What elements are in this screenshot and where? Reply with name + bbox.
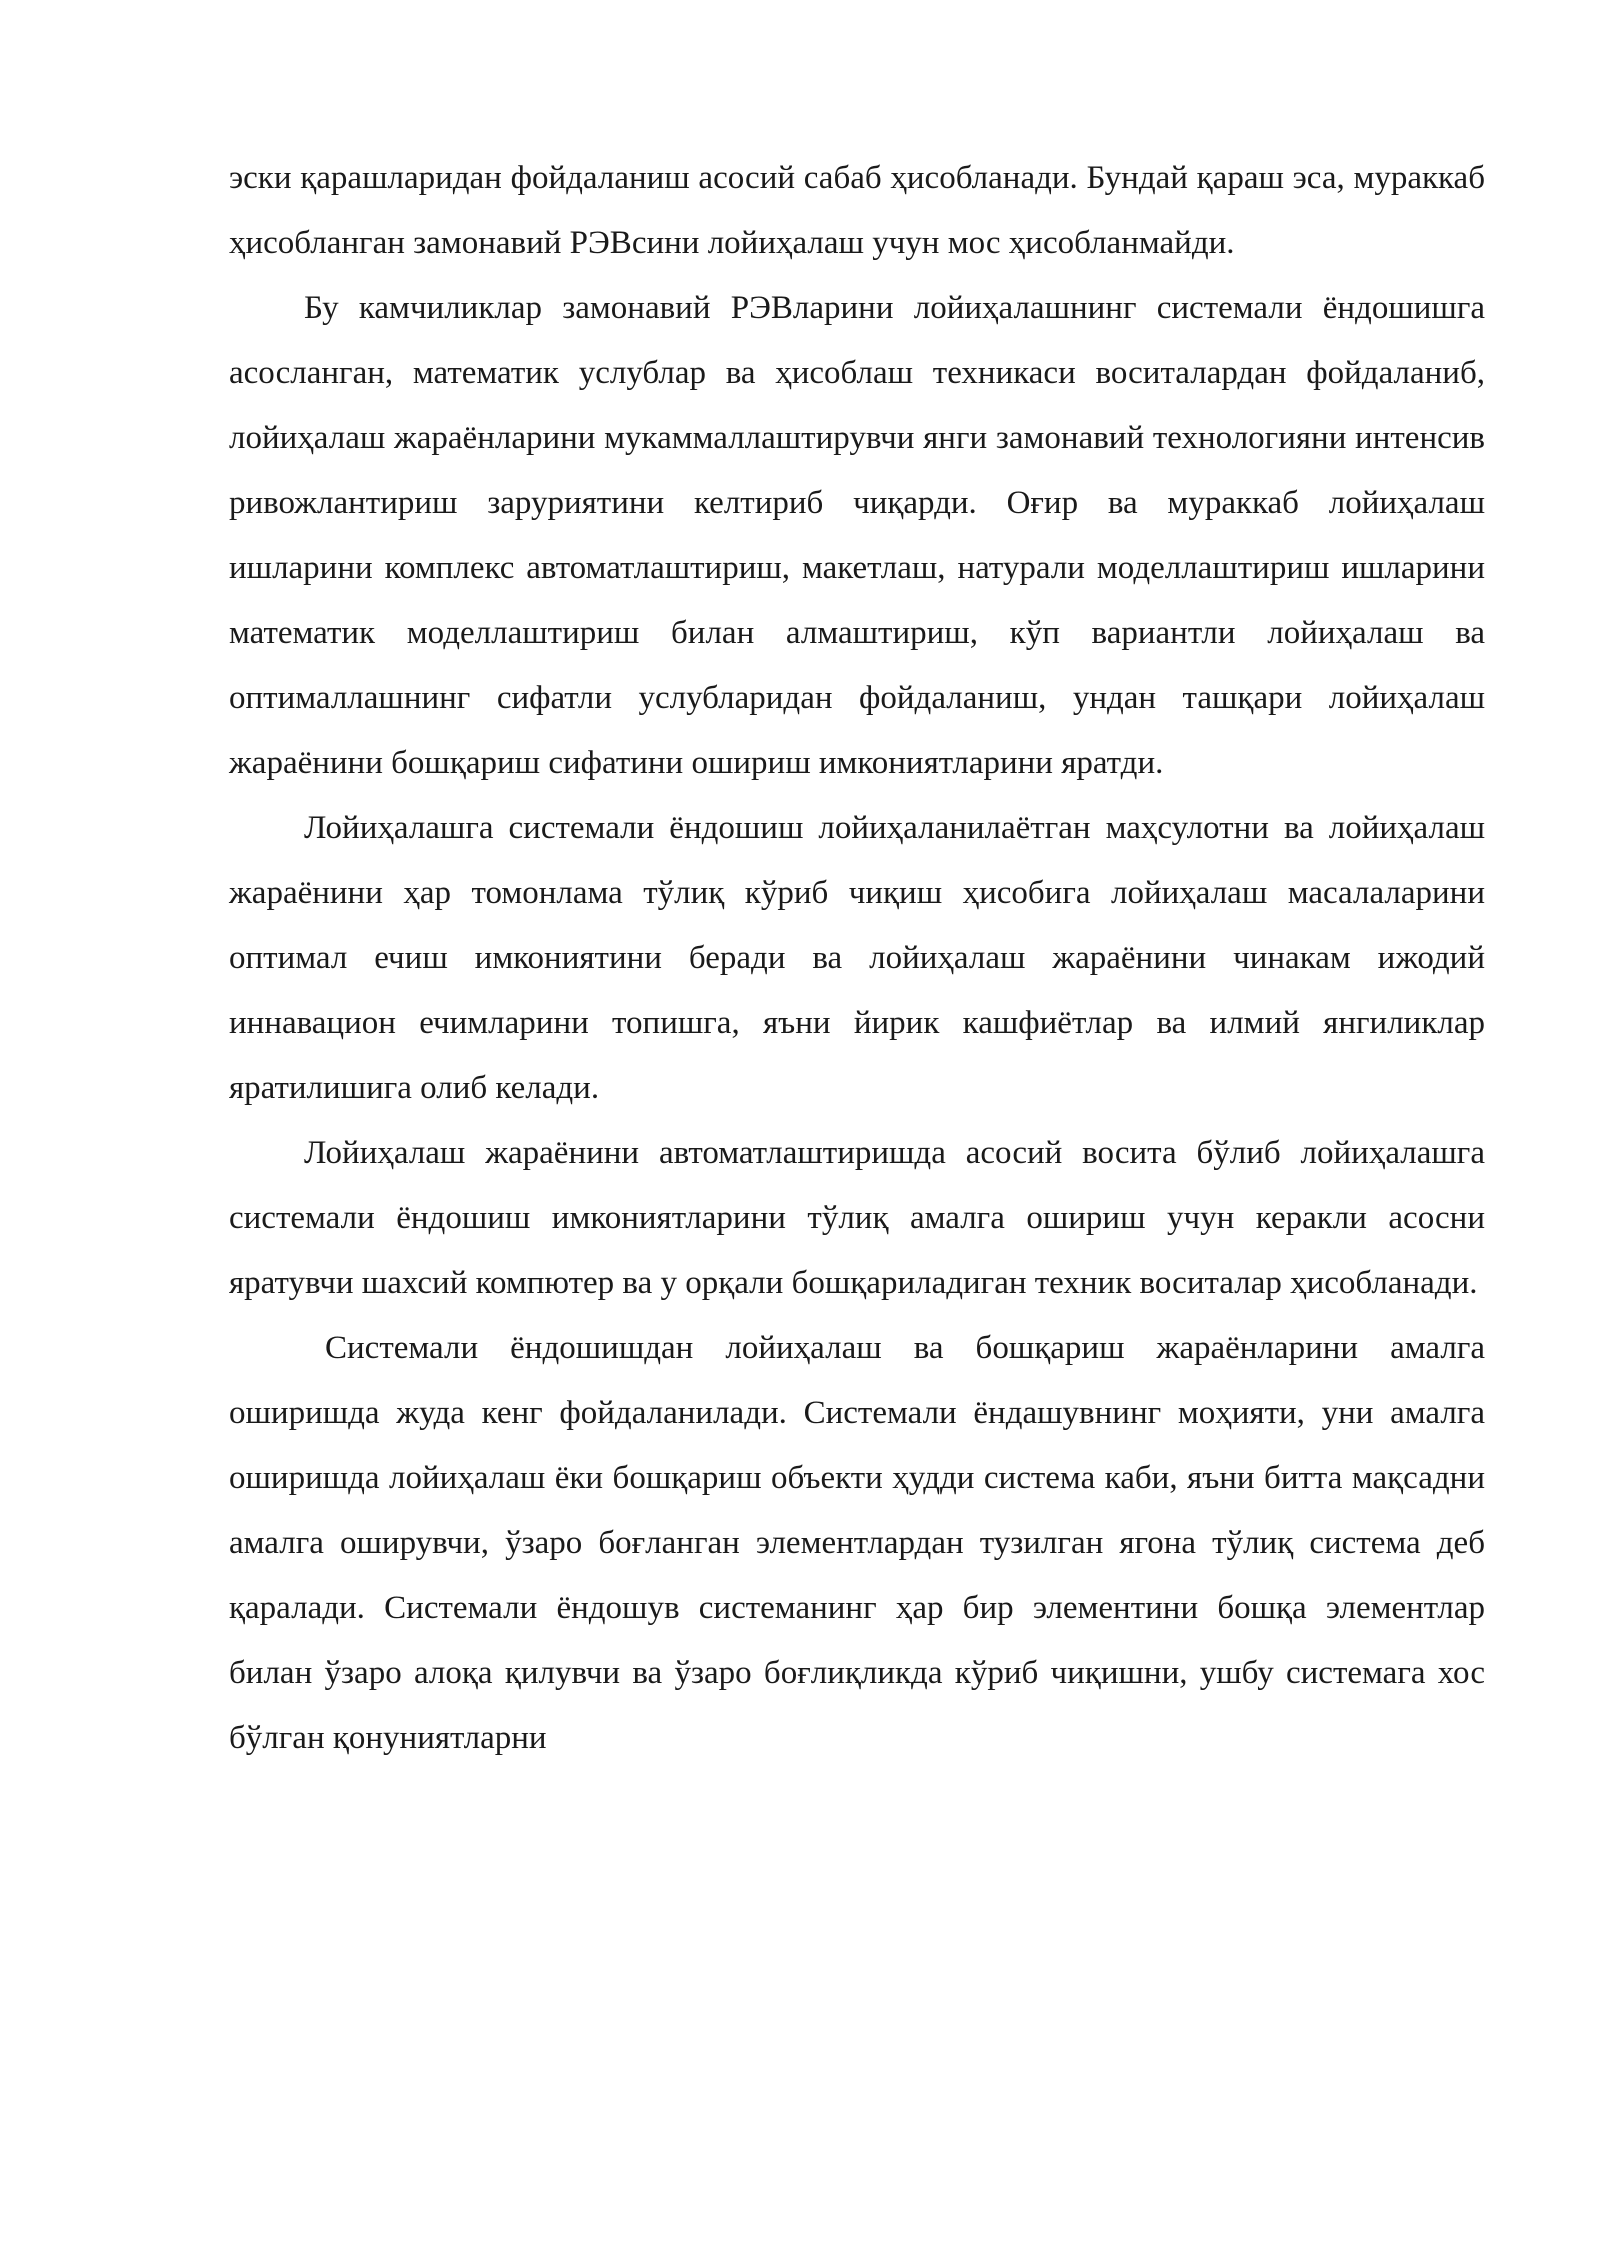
paragraph-3: Лойиҳалашга системали ёндошиш лойиҳаланилаётган маҳсулотни ва лойиҳалаш жараёнини ҳар томонлама тўлиқ кўриб чиқиш ҳисобига лойиҳалаш масалаларини оптимал ечиш имкониятини беради ва лойиҳалаш жараёнини чинакам ижодий иннавацион ечимларини топишга, яъни йирик кашфиётлар ва илмий янгиликлар яратилишига олиб келади. [229, 810, 1485, 1106]
document-body [229, 146, 1485, 1771]
paragraph-5: Системали ёндошишдан лойиҳалаш ва бошқариш жараёнларини амалга оширишда жуда кенг фойдаланилади. Системали ёндашувнинг моҳияти, уни амалга оширишда лойиҳалаш ёки бошқариш объекти ҳудди система каби, яъни битта мақсадни амалга оширувчи, ўзаро боғланган элементлардан тузилган ягона тўлиқ система деб қаралади. Системали ёндошув системанинг ҳар бир элементини бошқа элементлар билан ўзаро алоқа қилувчи ва ўзаро боғлиқликда кўриб чиқишни, ушбу системага хос бўлган қонуниятларни [229, 1330, 1485, 1756]
paragraph-4: Лойиҳалаш жараёнини автоматлаштиришда асосий восита бўлиб лойиҳалашга системали ёндошиш имкониятларини тўлиқ амалга ошириш учун керакли асосни яратувчи шахсий компютер ва у орқали бошқариладиган техник воситалар ҳисобланади. [229, 1135, 1485, 1301]
paragraph-2: Бу камчиликлар замонавий РЭВларини лойиҳалашнинг системали ёндошишга асосланган, математик услублар ва ҳисоблаш техникаси воситалардан фойдаланиб, лойиҳалаш жараёнларини мукаммаллаштирувчи янги замонавий технологияни интенсив ривожлантириш заруриятини келтириб чиқарди. Оғир ва мураккаб лойиҳалаш ишларини комплекс автоматлаштириш, макетлаш, натурали моделлаштириш ишларини математик моделлаштириш билан алмаштириш, кўп вариантли лойиҳалаш ва оптималлашнинг сифатли услубларидан фойдаланиш, ундан ташқари лойиҳалаш жараёнини бошқариш сифатини ошириш имкониятларини яратди. [229, 290, 1485, 781]
paragraph-1: эски қарашларидан фойдаланиш асосий сабаб ҳисобланади. Бундай қараш эса, мураккаб ҳисобланган замонавий РЭВсини лойиҳалаш учун мос ҳисобланмайди. [229, 160, 1485, 261]
